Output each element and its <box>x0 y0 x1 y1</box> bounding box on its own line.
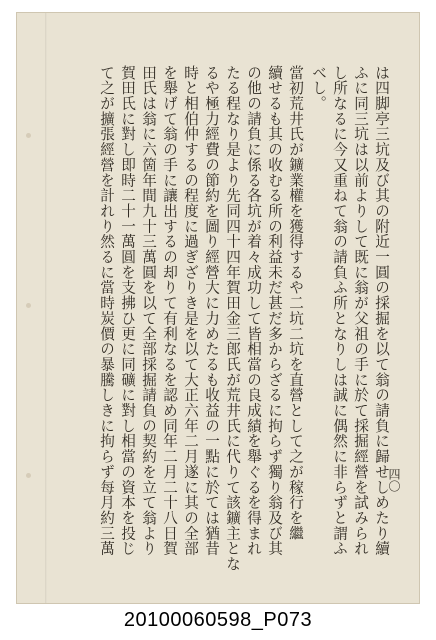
text-column: べし。 <box>310 65 327 112</box>
page-number: 四〇 <box>387 468 401 492</box>
text-column: 田氏は翁に六箇年間九十三萬圓を以て全部採掘請負の契約を立て翁より <box>140 65 157 557</box>
binding-hole <box>26 473 31 478</box>
text-column: て之が擴張經營を計れり然るに當時炭價の暴騰しきに拘らず每月約三萬 <box>98 65 115 557</box>
text-column: 時と相伯仲するの程度に過ぎざりき是を以て大正六年二月遂に其の全部 <box>182 65 199 557</box>
text-column: 賀田氏に對し即時二十一萬圓を支拂ひ更に同礦に對し相當の資本を投じ <box>119 65 136 557</box>
text-column: 當初荒井氏が鑛業權を獲得するや二坑二坑を直營として之が稼行を繼 <box>287 65 304 541</box>
text-column: ふに同三坑は以前よりして既に翁が父祖の手に於て採掘經營を試みられ <box>352 65 369 557</box>
image-caption: 20100060598_P073 <box>123 608 313 631</box>
text-column: 續せるも其の收むる所の利益未だ甚だ多からざるに拘らず獨り翁及び其 <box>266 65 283 557</box>
binding-hole <box>26 133 31 138</box>
text-column: は四脚亭三坑及び其の附近一圓の採掘を以て翁の請負に歸せしめたり續 <box>373 65 390 557</box>
document-page <box>16 12 420 604</box>
text-column: し所なるに今又重ねて翁の請負ふ所となりしは誠に偶然に非らずと謂ふ <box>331 65 348 557</box>
text-column: の他の請負に係る各坑が着々成功して皆相當の良成績を舉ぐるを得まれ <box>245 65 262 557</box>
text-column: を舉げて翁の手に讓出するの却りて有利なるを認め同年二月二十八日賀 <box>161 65 178 557</box>
vertical-text-block <box>91 65 391 572</box>
text-column: たる程なり是より先同四十四年賀田金三郎氏が荒井氏に代りて該鑛主とな <box>224 65 241 572</box>
binding-holes <box>17 13 47 603</box>
binding-hole <box>26 303 31 308</box>
text-column: るや極力經費の節約を圖り經營大に力めたるも收益の一點に於ては猶昔 <box>203 65 220 557</box>
